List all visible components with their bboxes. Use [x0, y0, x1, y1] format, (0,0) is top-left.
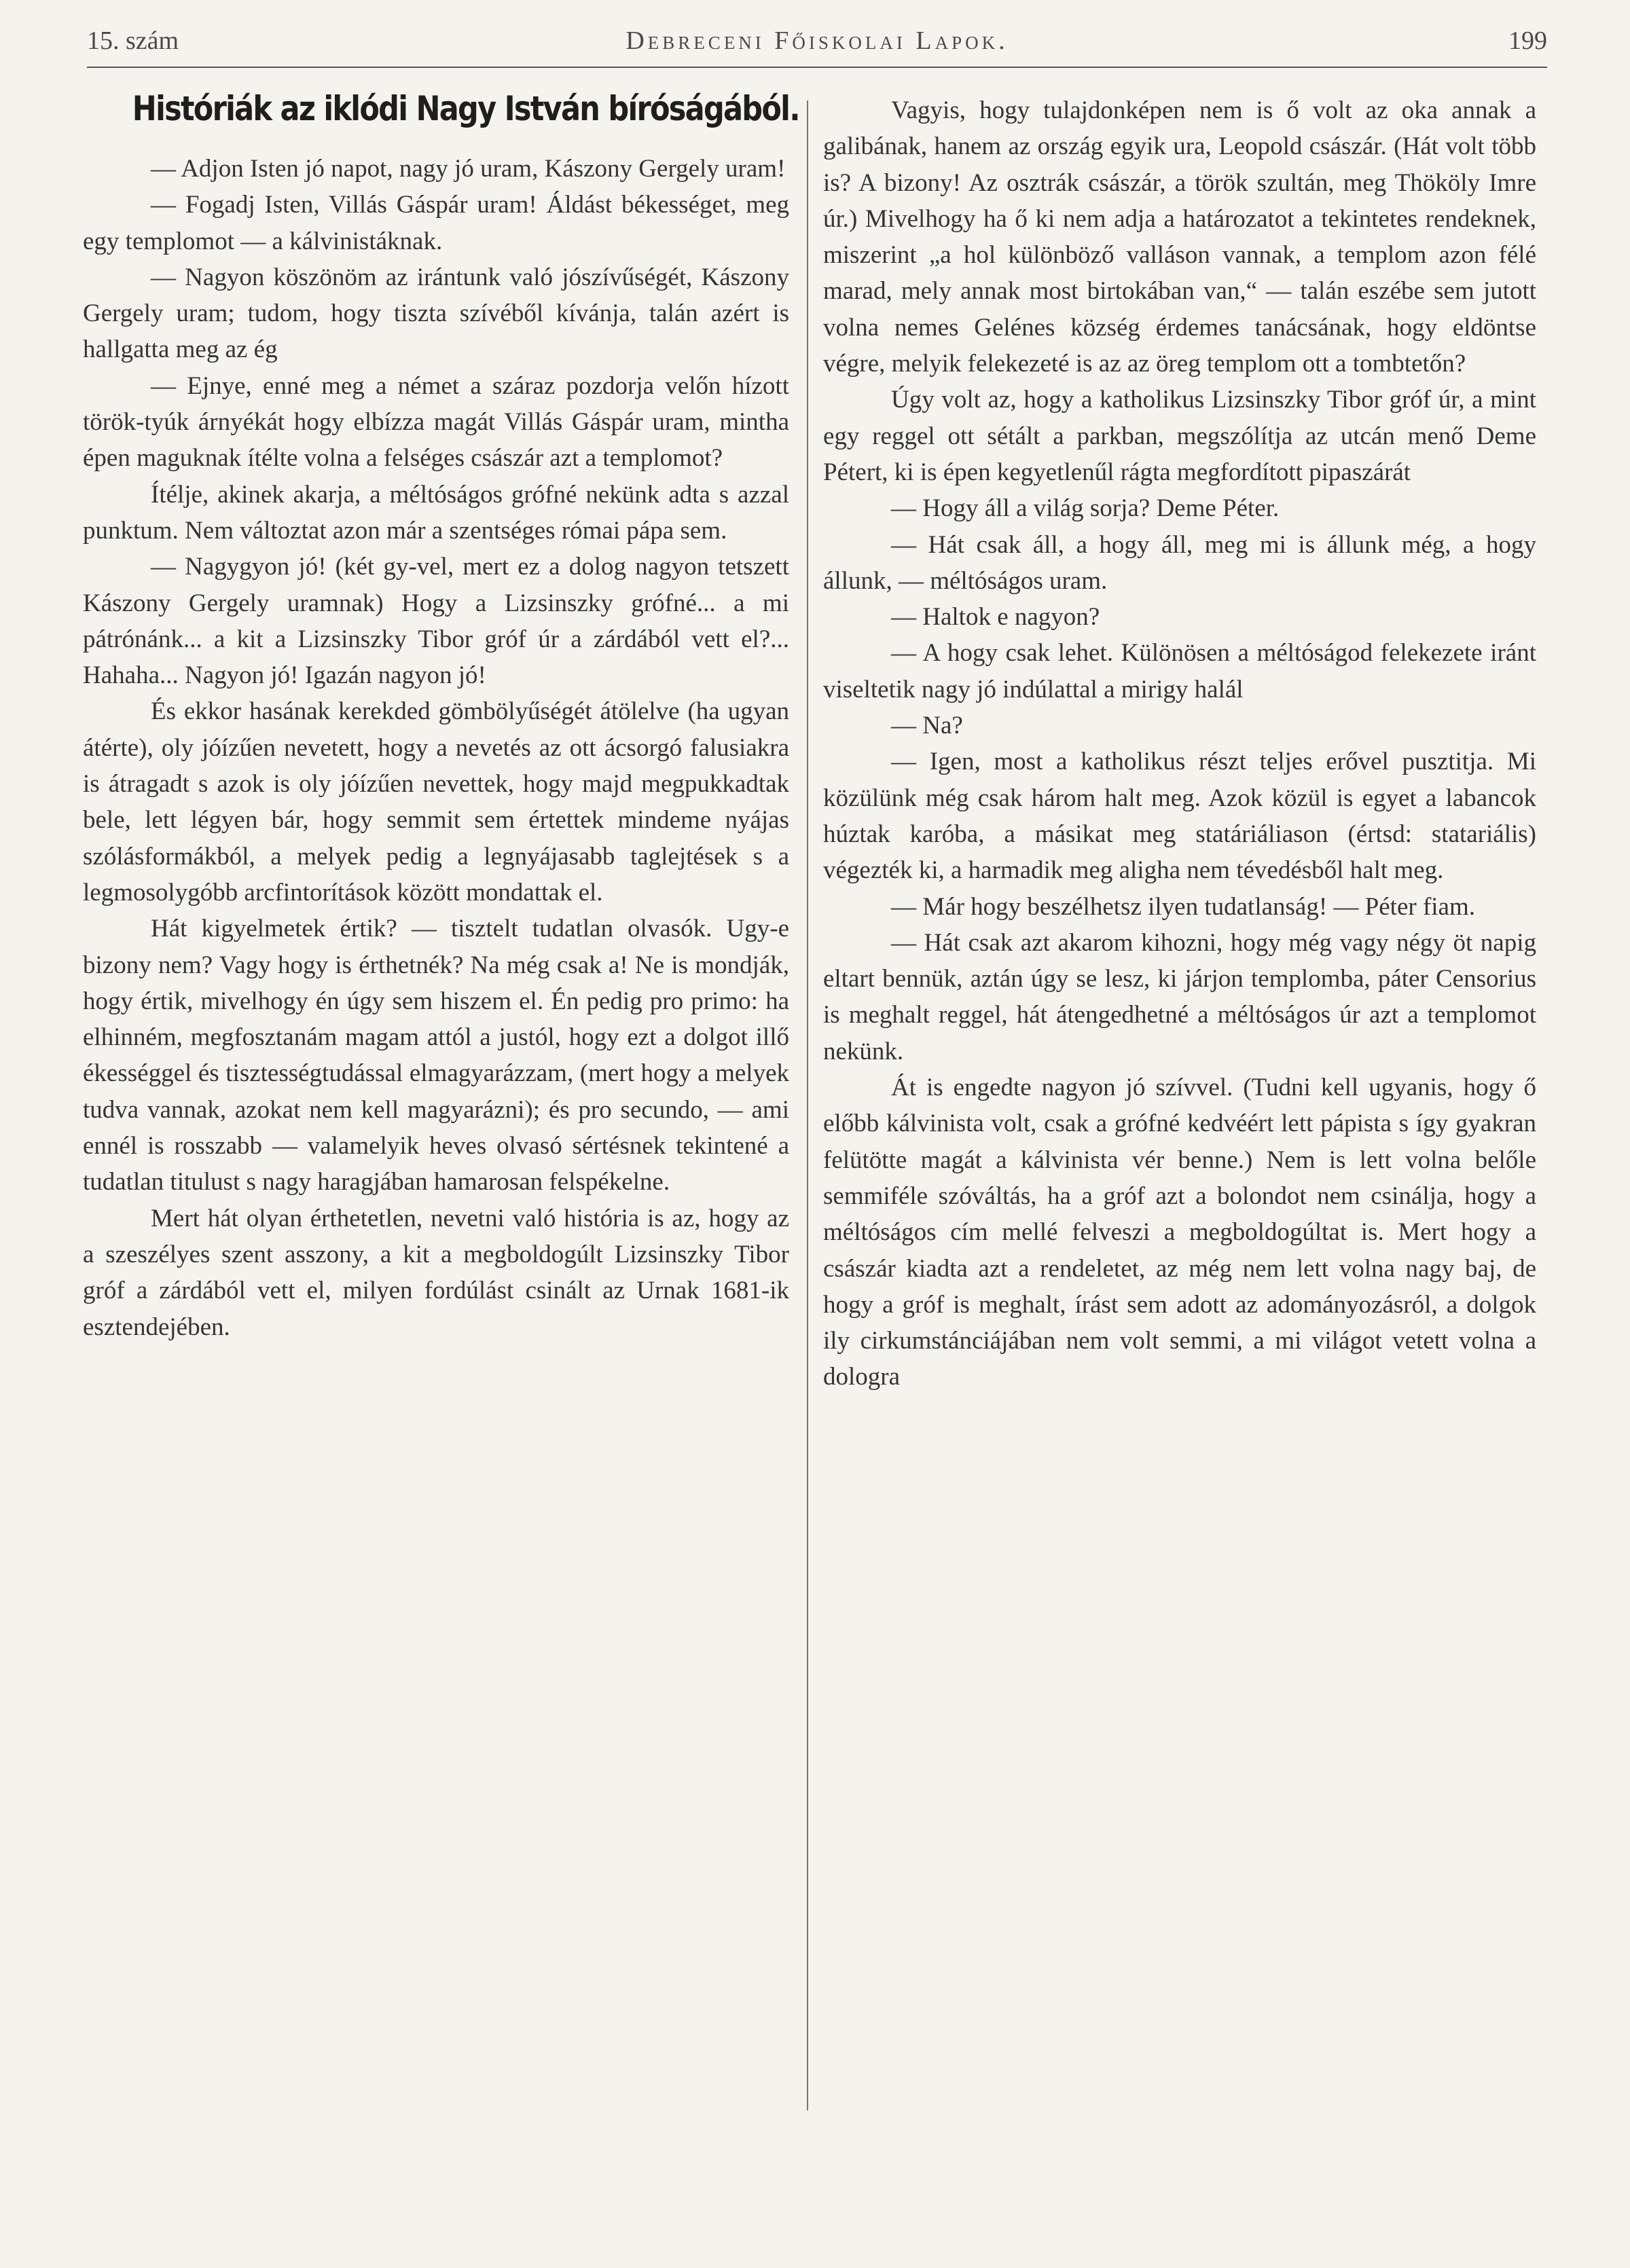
paragraph: — Adjon Isten jó napot, nagy jó uram, Kászony Gergely uram!: [151, 155, 786, 183]
paragraph: — Hát csak áll, a hogy áll, meg mi is állunk még, a hogy állunk, — méltóságos uram.: [823, 530, 1536, 595]
paragraph: — Nagygyon jó! (két gy-vel, mert ez a dolog nagyon tetszett Kászony Gergely uramnak) Hogy a Lizsinszky grófné... a mi pátrónánk... a kit a Lizsinszky Tibor gróf úr a zárdából vett el?... Hahaha... Nagyon jó! Igazán nagyon jó!: [83, 553, 789, 690]
paragraph: — Hogy áll a világ sorja? Deme Péter.: [891, 494, 1280, 523]
left-column: [83, 87, 799, 1345]
page-number: 199: [1508, 26, 1547, 55]
paragraph: — A hogy csak lehet. Különösen a méltóságod felekezete iránt viseltetik nagy jó indúlattal a mirigy halál: [823, 639, 1536, 703]
header-rule: [87, 67, 1547, 68]
paragraph: — Nagyon köszönöm az irántunk való jószívűségét, Kászony Gergely uram; tudom, hogy tiszta szívéből kívánja, talán azért is hallgatta meg az ég: [83, 263, 789, 364]
paragraph: — Fogadj Isten, Villás Gáspár uram! Áldást békességet, meg egy templomot — a kálvinistáknak.: [83, 191, 789, 255]
paragraph: Vagyis, hogy tulajdonképen nem is ő volt az oka annak a galibának, hanem az ország egyik ura, Leopold császár. (Hát volt több is? A bizony! Az osztrák császár, a török szultán, meg Thököly Imre úr.) Mivelhogy ha ő ki nem adja a határozatot a tekintetes rendeknek, miszerint „a hol különböző valláson vannak, a templom azon félé marad, mely annak most birtokában van,“ — talán eszébe sem jutott volna nemes Gelénes község érdemes tanácsának, hogy eldöntse végre, melyik felekezeté is az az öreg templom ott a tombtetőn?: [823, 96, 1536, 378]
article-title: Históriák az iklódi Nagy István bíróságából.: [132, 89, 799, 128]
paragraph: És ekkor hasának kerekded gömbölyűségét átölelve (ha ugyan átérte), oly jóízűen nevetett, hogy a nevetés az ott ácsorgó falusiakra is átragadt s azok is oly jóízűen nevettek, hogy majd megpukkadtak bele, lett légyen bár, hogy semmit sem értettek mindeme nyájas szólásformákból, a melyek pedig a legnyájasabb taglejtések s a legmosolygóbb arcfintorítások között mondattak el.: [83, 697, 789, 907]
paragraph: Mert hát olyan érthetetlen, nevetni való história is az, hogy az a szeszélyes szent asszony, a kit a megboldogúlt Lizsinszky Tibor gróf a zárdából vett el, milyen fordúlást csinált az Urnak 1681-ik esztendejében.: [83, 1204, 789, 1341]
paragraph: — Már hogy beszélhetsz ilyen tudatlanság! — Péter fiam.: [891, 892, 1475, 921]
paragraph: — Haltok e nagyon?: [891, 603, 1100, 632]
paragraph: Át is engedte nagyon jó szívvel. (Tudni kell ugyanis, hogy ő előbb kálvinista volt, csak a grófné kedvéért lett pápista s így gyakran felütötte magát a kálvinista vér benne.) Nem is lett volna belőle semmiféle szóváltás, ha a gróf azt a bolondot nem csinálja, hogy a méltóságos cím mellé felveszi a megboldogúltat is. Mert hogy a császár kiadta azt a rendeletet, az még nem lett volna nagy baj, de hogy a gróf is meghalt, írást sem adott az adományozásról, a dolgok ily cirkumstánciájában nem volt semmi, a mi világot vetett volna a dologra: [823, 1074, 1536, 1391]
paragraph: — Na?: [891, 712, 963, 740]
paragraph: Úgy volt az, hogy a katholikus Lizsinszky Tibor gróf úr, a mint egy reggel ott sétált a parkban, megszólítja az utcán menő Deme Pétert, ki is épen kegyetlenűl rágta megfordított pipaszárát: [823, 386, 1536, 486]
page-header: [87, 26, 1547, 67]
column-divider: [807, 100, 808, 2110]
paragraph: — Hát csak azt akarom kihozni, hogy még vagy négy öt napig eltart bennük, aztán úgy se lesz, ki járjon templomba, páter Censorius is meghalt reggel, hát átengedhetné a méltóságos úr azt a templomot nekünk.: [823, 928, 1536, 1065]
paragraph: Hát kigyelmetek értik? — tisztelt tudatlan olvasók. Ugy-e bizony nem? Vagy hogy is érthetnék? Na még csak a! Ne is mondják, hogy értik, mivelhogy én úgy sem hiszem el. Én pedig pro primo: ha elhinném, megfosztanám magam attól a justól, hogy ezt a dolgot illő ékességgel és tisztességtudással elmagyarázzam, (mert hogy a melyek tudva vannak, azokat nem kell magyarázni); és pro secundo, — ami ennél is rosszabb — valamelyik heves olvasó sértésnek tekintené a tudatlan titulust s nagy haragjában hamarosan felspékelne.: [83, 915, 789, 1196]
masthead: Debreceni Főiskolai Lapok.: [626, 26, 1009, 55]
issue-number: 15. szám: [87, 26, 179, 55]
right-column: [823, 92, 1536, 1395]
paragraph: — Igen, most a katholikus részt teljes erővel pusztitja. Mi közülünk még csak három halt meg. Azok közül is egyet a labancok húztak karóba, a másikat meg statáriáliason (értsd: statariális) végezték ki, a harmadik meg aligha nem tévedésből halt meg.: [823, 748, 1536, 885]
paragraph: Ítélje, akinek akarja, a méltóságos grófné nekünk adta s azzal punktum. Nem változtat azon már a szentséges római pápa sem.: [83, 480, 789, 545]
paragraph: — Ejnye, enné meg a német a száraz pozdorja velőn hízott török-tyúk árnyékát hogy elbízza magát Villás Gáspár uram, mintha épen maguknak ítélte volna a felséges császár azt a templomot?: [83, 371, 789, 473]
